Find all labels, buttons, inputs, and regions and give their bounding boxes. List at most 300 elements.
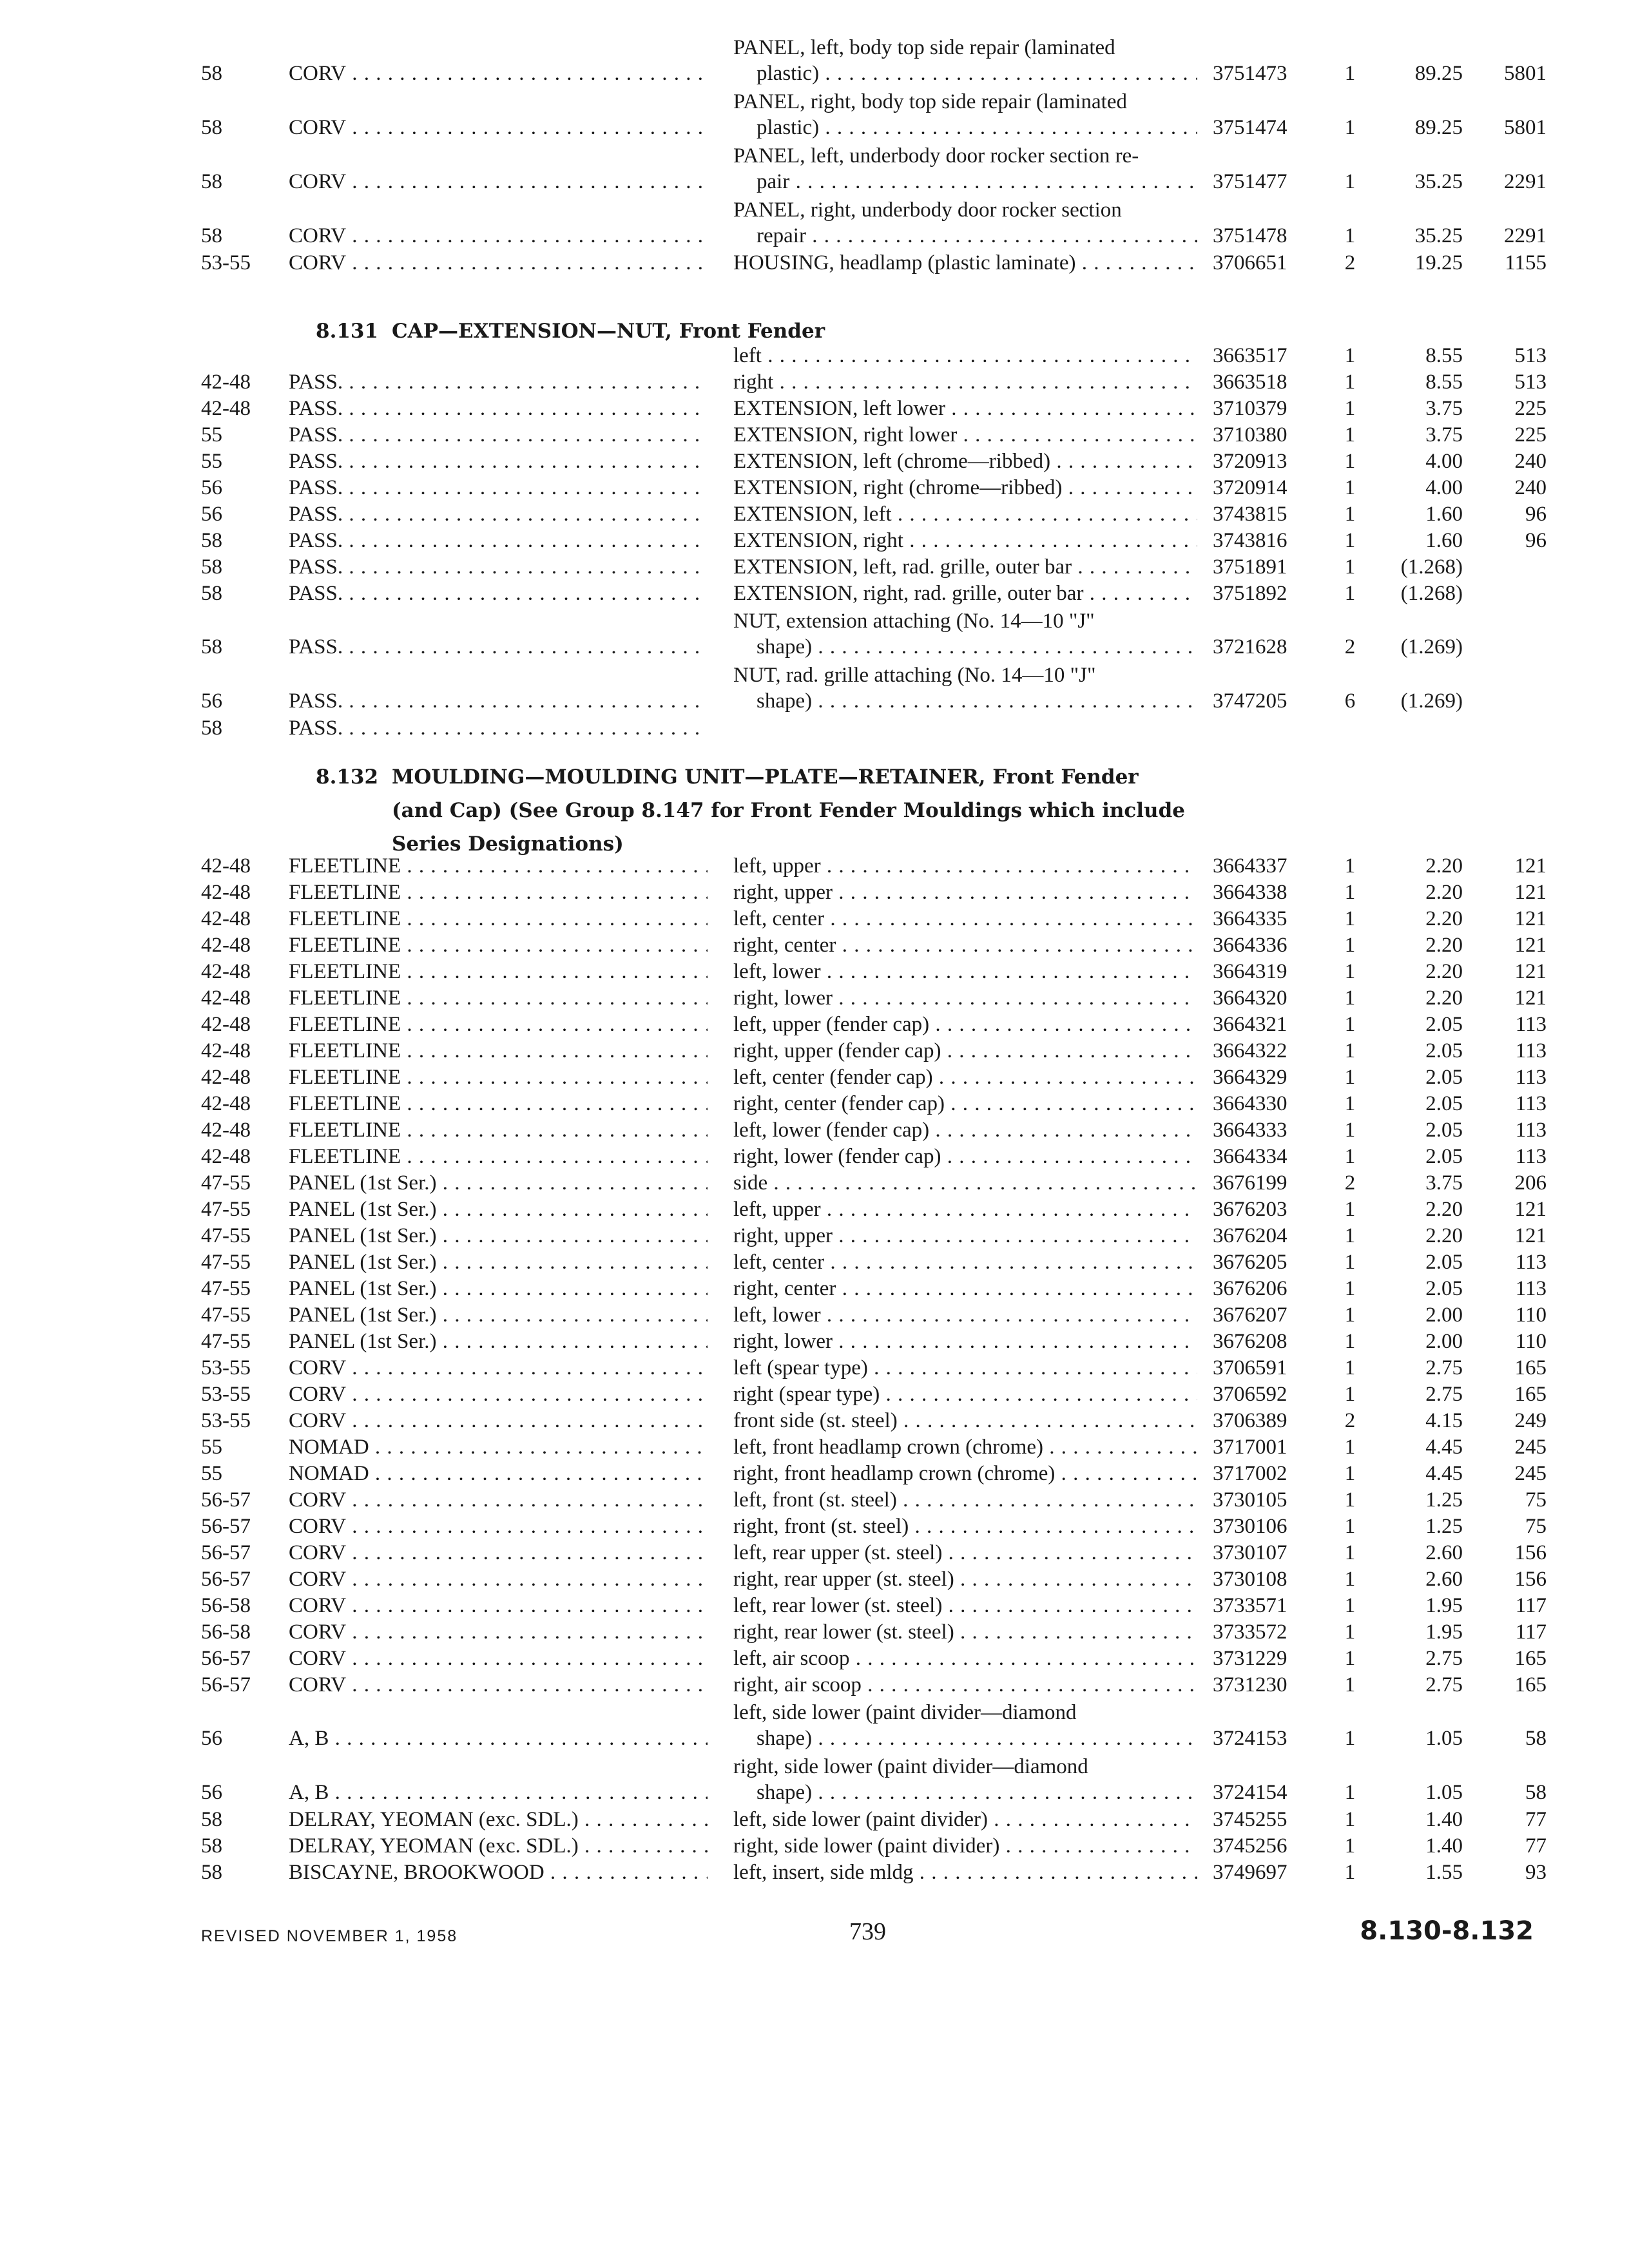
year-cell-text: 56-57 [201, 1488, 251, 1512]
description-cell [733, 1170, 1197, 1196]
year-cell [201, 1381, 251, 1407]
table-row [0, 1195, 1629, 1222]
price-cell-text: 1.95 [1425, 1594, 1463, 1617]
quantity-cell [1340, 554, 1360, 580]
table-row [0, 1697, 1629, 1751]
model-cell [289, 634, 708, 660]
price-cell [1366, 879, 1463, 905]
model-cell-text: CORV . . . [289, 1356, 708, 1379]
year-cell-text: 55 [201, 1462, 222, 1485]
weight-cell [1476, 1012, 1547, 1037]
model-cell [289, 1038, 708, 1064]
model-cell [289, 1672, 708, 1698]
price-cell [1366, 1860, 1463, 1885]
model-cell [289, 1302, 708, 1328]
quantity-cell-text: 1 [1344, 1039, 1356, 1062]
description-line-1: left (spear type) . . . [733, 1355, 1197, 1381]
description-cell [733, 1833, 1197, 1859]
year-cell [201, 715, 222, 741]
part-number-cell-text: 3706592 [1213, 1383, 1287, 1406]
price-cell-text: 2.05 [1425, 1039, 1463, 1062]
quantity-cell [1340, 1619, 1360, 1645]
table-row [0, 1327, 1629, 1354]
model-cell-text: FLEETLINE . . . [289, 986, 708, 1010]
table-row [0, 1037, 1629, 1064]
part-number-cell-text: 3731230 [1213, 1673, 1287, 1696]
year-cell [201, 1408, 251, 1434]
description-line-1: PANEL, left, underbody door rocker section re- [733, 144, 1139, 168]
model-cell [289, 1381, 708, 1407]
description-line-1: left, upper (fender cap) . . . [733, 1012, 1197, 1037]
year-cell-text: 56-57 [201, 1515, 251, 1538]
part-number-cell [1213, 1807, 1316, 1832]
part-number-cell-text: 3745256 [1213, 1834, 1287, 1858]
part-number-cell [1213, 1302, 1316, 1328]
weight-cell [1476, 369, 1547, 395]
year-cell-text: 58 [201, 224, 222, 247]
weight-cell [1476, 853, 1547, 879]
part-number-cell-text: 3745255 [1213, 1808, 1287, 1831]
weight-cell [1476, 475, 1547, 501]
description-line-2: shape) . . . [733, 1780, 1197, 1805]
price-cell [1366, 1461, 1463, 1486]
weight-cell-text: 165 [1514, 1673, 1547, 1696]
year-cell [201, 1038, 251, 1064]
part-number-cell-text: 3751474 [1213, 116, 1287, 139]
quantity-cell-text: 1 [1344, 881, 1356, 904]
quantity-cell-text: 1 [1344, 1673, 1356, 1696]
price-cell-text: 19.25 [1414, 251, 1463, 274]
year-cell [201, 1593, 251, 1619]
part-number-cell-text: 3676205 [1213, 1251, 1287, 1274]
description-line-1: PANEL, left, body top side repair (laminated [733, 36, 1115, 59]
price-cell-text: 4.45 [1425, 1436, 1463, 1459]
price-cell [1366, 223, 1463, 249]
year-cell [201, 1725, 222, 1751]
price-cell [1366, 115, 1463, 140]
part-number-cell [1213, 1038, 1316, 1064]
model-cell [289, 448, 708, 474]
price-cell [1366, 1807, 1463, 1832]
weight-cell [1476, 879, 1547, 905]
year-cell [201, 1487, 251, 1513]
year-cell-text: 56 [201, 1727, 222, 1750]
quantity-cell [1340, 1860, 1360, 1885]
weight-cell [1476, 1276, 1547, 1302]
price-cell-text: 2.20 [1425, 907, 1463, 930]
model-cell-text: FLEETLINE . . . [289, 907, 708, 930]
part-number-cell [1213, 985, 1316, 1011]
year-cell-text: 47-55 [201, 1171, 251, 1195]
weight-cell [1476, 448, 1547, 474]
description-cell [733, 197, 1197, 249]
part-number-cell [1213, 1434, 1316, 1460]
description-cell [733, 1302, 1197, 1328]
description-line-2: shape) . . . [733, 634, 1197, 660]
description-cell [733, 396, 1197, 421]
table-row [0, 394, 1629, 421]
quantity-cell-text: 2 [1344, 1171, 1356, 1195]
table-row [0, 1248, 1629, 1275]
year-cell [201, 169, 222, 195]
quantity-cell [1340, 1540, 1360, 1566]
description-line-1: left, front (st. steel) . . . [733, 1487, 1197, 1513]
part-number-cell [1213, 1514, 1316, 1539]
price-cell [1366, 169, 1463, 195]
model-cell-text: DELRAY, YEOMAN (exc. SDL.) . . . [289, 1834, 708, 1858]
model-cell-text: FLEETLINE . . . [289, 1145, 708, 1168]
quantity-cell-text: 1 [1344, 1594, 1356, 1617]
part-number-cell-text: 3676199 [1213, 1171, 1287, 1195]
quantity-cell-text: 1 [1344, 1224, 1356, 1247]
weight-cell [1476, 1672, 1547, 1698]
quantity-cell [1340, 1461, 1360, 1486]
model-cell [289, 581, 708, 606]
quantity-cell [1340, 1091, 1360, 1117]
price-cell-text: 8.55 [1425, 344, 1463, 367]
model-cell-text: PASS. . . . [289, 370, 708, 394]
quantity-cell-text: 1 [1344, 397, 1356, 420]
quantity-cell-text: 6 [1344, 689, 1356, 713]
price-cell-text: 2.75 [1425, 1356, 1463, 1379]
model-cell-text: PASS. . . . [289, 397, 708, 420]
model-cell-text: FLEETLINE . . . [289, 1066, 708, 1089]
price-cell-text: 2.05 [1425, 1013, 1463, 1036]
price-cell [1366, 1619, 1463, 1645]
weight-cell [1476, 1593, 1547, 1619]
year-cell-text: 42-48 [201, 1039, 251, 1062]
quantity-cell [1340, 1196, 1360, 1222]
part-number-cell-text: 3676203 [1213, 1198, 1287, 1221]
description-cell [733, 853, 1197, 879]
part-number-cell-text: 3676206 [1213, 1277, 1287, 1300]
quantity-cell [1340, 1807, 1360, 1832]
quantity-cell [1340, 1064, 1360, 1090]
page-number: 739 [849, 1918, 886, 1945]
description-line-1: right, upper . . . [733, 879, 1197, 905]
part-number-cell [1213, 1012, 1316, 1037]
quantity-cell-text: 2 [1344, 251, 1356, 274]
part-number-cell-text: 3751478 [1213, 224, 1287, 247]
quantity-cell-text: 1 [1344, 1488, 1356, 1512]
quantity-cell [1340, 369, 1360, 395]
year-cell-text: 53-55 [201, 1356, 251, 1379]
quantity-cell-text: 1 [1344, 170, 1356, 193]
description-cell [733, 1860, 1197, 1885]
weight-cell-text: 110 [1515, 1303, 1547, 1327]
model-cell [289, 985, 708, 1011]
quantity-cell-text: 1 [1344, 450, 1356, 473]
price-cell [1366, 985, 1463, 1011]
description-line-1: PANEL, right, body top side repair (laminated [733, 90, 1127, 113]
part-number-cell [1213, 1064, 1316, 1090]
model-cell [289, 61, 708, 86]
table-row [0, 341, 1629, 369]
price-cell [1366, 1064, 1463, 1090]
price-cell-text: 89.25 [1414, 62, 1463, 85]
part-number-cell [1213, 688, 1316, 714]
weight-cell-text: 117 [1515, 1594, 1547, 1617]
description-cell [733, 1276, 1197, 1302]
model-cell [289, 169, 708, 195]
part-number-cell-text: 3706651 [1213, 251, 1287, 274]
part-number-cell [1213, 501, 1316, 527]
description-cell [733, 1012, 1197, 1037]
year-cell-text: 58 [201, 1861, 222, 1884]
quantity-cell [1340, 1487, 1360, 1513]
description-cell [733, 581, 1197, 606]
year-cell-text: 55 [201, 1436, 222, 1459]
part-number-cell [1213, 932, 1316, 958]
price-cell [1366, 1276, 1463, 1302]
description-cell [733, 448, 1197, 474]
section-number: 8.132 [316, 765, 379, 789]
model-cell [289, 1619, 708, 1645]
quantity-cell [1340, 1381, 1360, 1407]
weight-cell-text: 113 [1515, 1277, 1547, 1300]
table-row [0, 957, 1629, 985]
part-number-cell-text: 3724154 [1213, 1781, 1287, 1804]
price-cell [1366, 1196, 1463, 1222]
model-cell [289, 1540, 708, 1566]
part-number-cell [1213, 1144, 1316, 1169]
table-row [0, 1142, 1629, 1169]
weight-cell-text: 5801 [1504, 116, 1547, 139]
weight-cell-text: 121 [1514, 1198, 1547, 1221]
part-number-cell [1213, 115, 1316, 140]
year-cell [201, 879, 251, 905]
table-row [0, 553, 1629, 580]
price-cell-text: 2.60 [1425, 1568, 1463, 1591]
part-number-cell-text: 3730108 [1213, 1568, 1287, 1591]
price-cell [1366, 1833, 1463, 1859]
description-line-1: left, rear lower (st. steel) . . . [733, 1593, 1197, 1619]
description-cell [733, 1540, 1197, 1566]
price-cell [1366, 448, 1463, 474]
table-row [0, 1459, 1629, 1486]
weight-cell [1476, 1833, 1547, 1859]
weight-cell [1476, 501, 1547, 527]
year-cell [201, 1302, 251, 1328]
table-row [0, 606, 1629, 660]
weight-cell-text: 121 [1514, 986, 1547, 1010]
page-footer [0, 1907, 1629, 1946]
model-cell-text: PANEL (1st Ser.) . . . [289, 1251, 708, 1274]
model-cell-text: PANEL (1st Ser.) . . . [289, 1277, 708, 1300]
description-line-1: left, rear upper (st. steel) . . . [733, 1540, 1197, 1566]
description-cell [733, 1434, 1197, 1460]
weight-cell [1476, 1860, 1547, 1885]
year-cell [201, 1807, 222, 1832]
description-line-1: front side (st. steel) . . . [733, 1408, 1197, 1434]
description-line-1: EXTENSION, right, rad. grille, outer bar . . . [733, 581, 1197, 606]
price-cell-text: 2.00 [1425, 1330, 1463, 1353]
price-cell [1366, 1646, 1463, 1671]
year-cell [201, 1619, 251, 1645]
description-line-2: plastic) . . . [733, 115, 1197, 140]
price-cell-text: 2.00 [1425, 1303, 1463, 1327]
part-number-cell-text: 3717002 [1213, 1462, 1287, 1485]
price-cell-text: 4.45 [1425, 1462, 1463, 1485]
part-number-cell [1213, 61, 1316, 86]
price-cell [1366, 61, 1463, 86]
quantity-cell [1340, 475, 1360, 501]
table-row [0, 660, 1629, 714]
quantity-cell-text: 1 [1344, 1383, 1356, 1406]
part-number-cell-text: 3664333 [1213, 1119, 1287, 1142]
model-cell [289, 932, 708, 958]
table-row [0, 1671, 1629, 1698]
price-cell [1366, 581, 1463, 606]
part-number-cell [1213, 879, 1316, 905]
year-cell-text: 56-58 [201, 1620, 251, 1644]
price-cell [1366, 1091, 1463, 1117]
table-row [0, 1010, 1629, 1037]
year-cell [201, 634, 222, 660]
price-cell-text: 3.75 [1425, 397, 1463, 420]
table-row [0, 1539, 1629, 1566]
table-row [0, 368, 1629, 395]
weight-cell-text: 121 [1514, 960, 1547, 983]
weight-cell-text: 245 [1514, 1462, 1547, 1485]
weight-cell-text: 240 [1514, 476, 1547, 499]
description-cell [733, 906, 1197, 932]
year-cell-text: 47-55 [201, 1330, 251, 1353]
part-number-cell [1213, 1725, 1316, 1751]
quantity-cell-text: 1 [1344, 529, 1356, 552]
weight-cell [1476, 61, 1547, 86]
description-line-2: shape) . . . [733, 1725, 1197, 1751]
part-number-cell-text: 3743816 [1213, 529, 1287, 552]
year-cell [201, 1223, 251, 1249]
model-cell-text: CORV . . . [289, 1594, 708, 1617]
part-number-cell-text: 3743815 [1213, 503, 1287, 526]
price-cell-text: 2.05 [1425, 1119, 1463, 1142]
model-cell-text: PASS. . . . [289, 716, 708, 740]
description-cell [733, 343, 1197, 369]
description-line-1: right . . . [733, 369, 1197, 395]
quantity-cell-text: 1 [1344, 986, 1356, 1010]
price-cell [1366, 1170, 1463, 1196]
price-cell-text: 2.75 [1425, 1383, 1463, 1406]
description-line-1: HOUSING, headlamp (plastic laminate) . . . [733, 250, 1197, 276]
quantity-cell-text: 1 [1344, 1066, 1356, 1089]
part-number-cell [1213, 1381, 1316, 1407]
weight-cell-text: 96 [1525, 503, 1547, 526]
description-line-1: right, side lower (paint divider—diamond [733, 1755, 1088, 1778]
quantity-cell [1340, 422, 1360, 448]
weight-cell-text: 1155 [1505, 251, 1547, 274]
model-cell [289, 1593, 708, 1619]
part-number-cell [1213, 959, 1316, 985]
weight-cell [1476, 1566, 1547, 1592]
part-number-cell-text: 3664319 [1213, 960, 1287, 983]
model-cell-text: PASS. . . . [289, 476, 708, 499]
quantity-cell-text: 1 [1344, 1330, 1356, 1353]
model-cell [289, 715, 708, 741]
model-cell-text: FLEETLINE . . . [289, 881, 708, 904]
part-number-cell [1213, 250, 1316, 276]
year-cell [201, 1064, 251, 1090]
weight-cell-text: 77 [1525, 1808, 1547, 1831]
year-cell-text: 56 [201, 476, 222, 499]
weight-cell [1476, 1807, 1547, 1832]
year-cell [201, 448, 222, 474]
quantity-cell [1340, 1117, 1360, 1143]
part-number-cell [1213, 369, 1316, 395]
description-cell [733, 1646, 1197, 1671]
model-cell-text: CORV . . . [289, 224, 708, 247]
model-cell-text: PANEL (1st Ser.) . . . [289, 1330, 708, 1353]
description-cell [733, 1672, 1197, 1698]
description-cell [733, 554, 1197, 580]
price-cell [1366, 554, 1463, 580]
quantity-cell-text: 1 [1344, 1462, 1356, 1485]
quantity-cell [1340, 1170, 1360, 1196]
year-cell [201, 528, 222, 553]
description-line-1: EXTENSION, right (chrome—ribbed) . . . [733, 475, 1197, 501]
part-number-cell [1213, 1461, 1316, 1486]
weight-cell [1476, 1223, 1547, 1249]
year-cell [201, 422, 222, 448]
table-row [0, 1169, 1629, 1196]
quantity-cell [1340, 634, 1360, 660]
model-cell [289, 1276, 708, 1302]
description-line-1: right, lower . . . [733, 1329, 1197, 1354]
model-cell-text: FLEETLINE . . . [289, 960, 708, 983]
model-cell-text: CORV . . . [289, 1488, 708, 1512]
part-number-cell-text: 3731229 [1213, 1647, 1287, 1670]
quantity-cell [1340, 932, 1360, 958]
description-line-1: left, air scoop . . . [733, 1646, 1197, 1671]
quantity-cell [1340, 906, 1360, 932]
model-cell [289, 396, 708, 421]
price-cell [1366, 1144, 1463, 1169]
weight-cell-text: 121 [1514, 934, 1547, 957]
price-cell-text: 89.25 [1414, 116, 1463, 139]
quantity-cell [1340, 1514, 1360, 1539]
price-cell-text: 1.95 [1425, 1620, 1463, 1644]
model-cell [289, 369, 708, 395]
year-cell [201, 501, 222, 527]
quantity-cell [1340, 1302, 1360, 1328]
model-cell-text: PASS. . . . [289, 450, 708, 473]
weight-cell [1476, 1329, 1547, 1354]
description-line-1: right, lower (fender cap) . . . [733, 1144, 1197, 1169]
weight-cell-text: 110 [1515, 1330, 1547, 1353]
price-cell-text: 2.05 [1425, 1251, 1463, 1274]
model-cell [289, 422, 708, 448]
description-line-1: right, air scoop . . . [733, 1672, 1197, 1698]
quantity-cell [1340, 1833, 1360, 1859]
model-cell-text: FLEETLINE . . . [289, 1013, 708, 1036]
price-cell [1366, 369, 1463, 395]
part-number-cell-text: 3730106 [1213, 1515, 1287, 1538]
year-cell-text: 56 [201, 689, 222, 713]
revision-date: REVISED NOVEMBER 1, 1958 [201, 1927, 458, 1945]
model-cell-text: PANEL (1st Ser.) . . . [289, 1224, 708, 1247]
price-cell [1366, 475, 1463, 501]
quantity-cell [1340, 581, 1360, 606]
model-cell [289, 1249, 708, 1275]
year-cell [201, 1170, 251, 1196]
table-row [0, 249, 1629, 276]
price-cell [1366, 1566, 1463, 1592]
table-row [0, 579, 1629, 606]
table-row [0, 1512, 1629, 1539]
weight-cell-text: 113 [1515, 1013, 1547, 1036]
price-cell [1366, 853, 1463, 879]
